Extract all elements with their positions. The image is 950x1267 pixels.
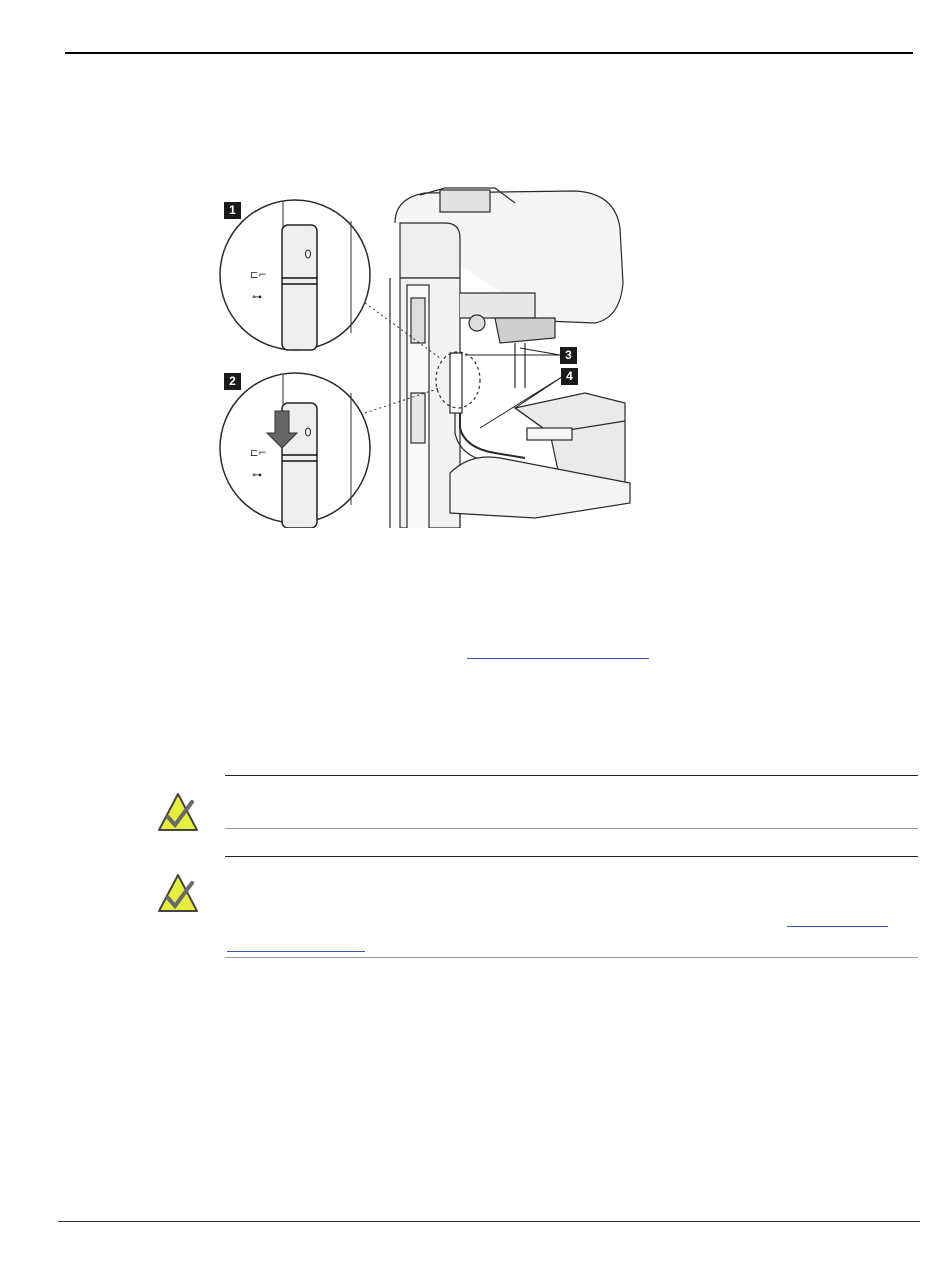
note-bottom-rule: [225, 957, 918, 958]
svg-text:⊶: ⊶: [252, 292, 262, 303]
callout-2: 2: [224, 373, 241, 390]
callout-1: 1: [224, 202, 241, 219]
face-shield-figure: [215, 183, 640, 528]
checkmark-note-icon: [155, 790, 201, 836]
note-top-rule: [225, 856, 918, 857]
detail-circle-1: [220, 200, 370, 350]
note-link-continued[interactable]: [227, 951, 365, 952]
checkmark-note-icon: [155, 871, 201, 917]
footer-rule: [58, 1221, 920, 1222]
detail-circle-2: [220, 373, 370, 528]
svg-text:⊏⌐: ⊏⌐: [250, 448, 267, 459]
svg-text:⊶: ⊶: [252, 470, 262, 481]
callout-4: 4: [561, 368, 578, 385]
header-rule: [65, 52, 913, 54]
note-link[interactable]: [787, 926, 888, 927]
note-box-1: [155, 775, 918, 830]
body-link[interactable]: [467, 658, 649, 659]
note-bottom-rule: [225, 828, 918, 829]
note-top-rule: [225, 775, 918, 776]
note-box-2: [155, 856, 918, 961]
svg-text:⊏⌐: ⊏⌐: [250, 270, 267, 281]
callout-3: 3: [560, 347, 577, 364]
